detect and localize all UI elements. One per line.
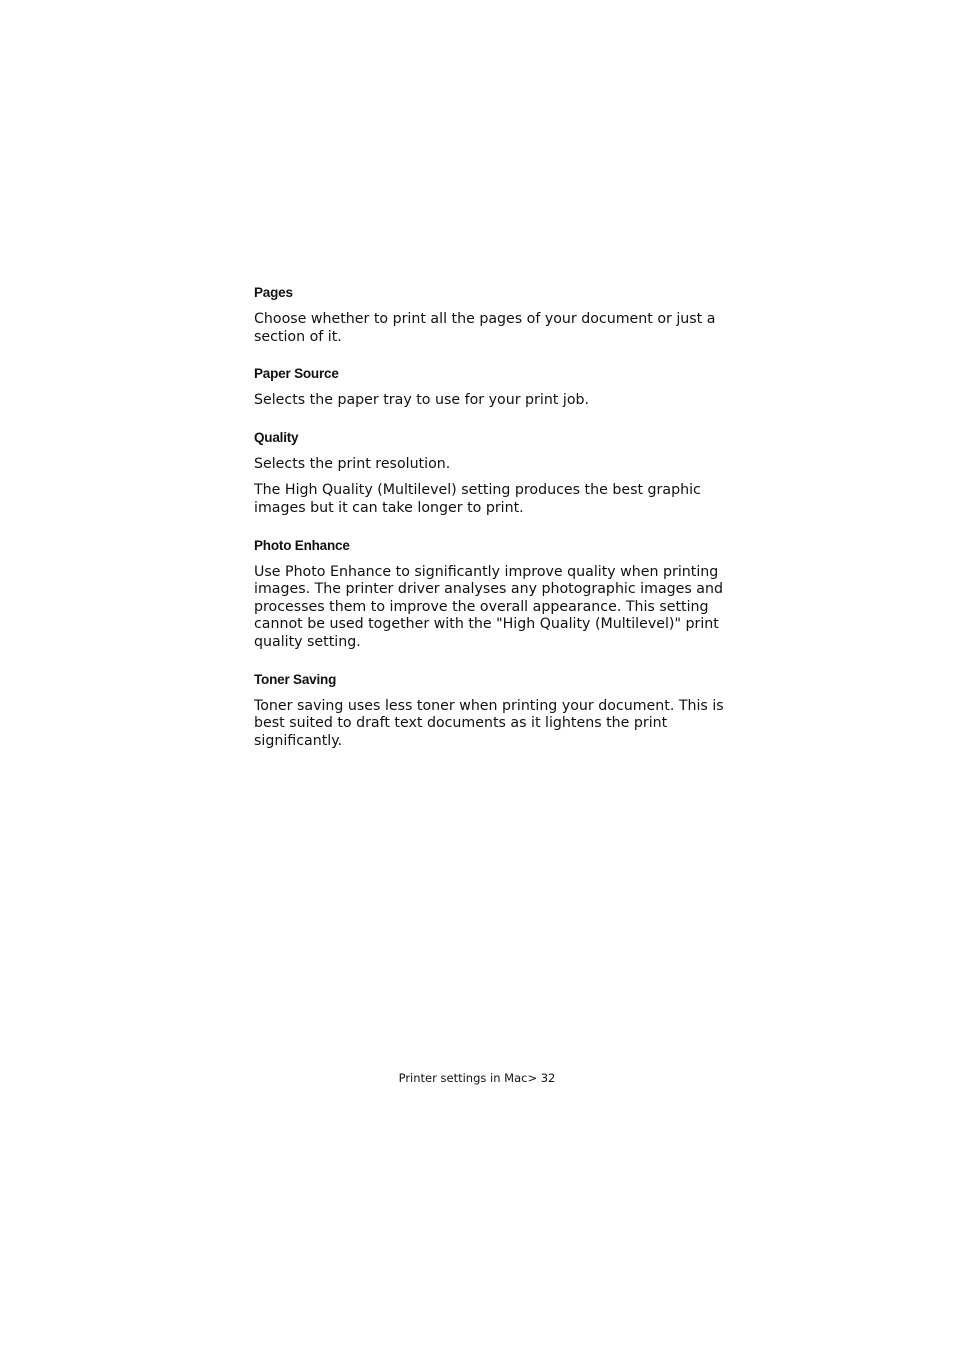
section-paragraph: Use Photo Enhance to significantly improve quality when printing images. The printer driver analyses any photographic images and processes them to improve the overall appearance. This setting cannot be used together with the "High Quality (Multilevel)" print quality setting. [254, 563, 723, 650]
section-paragraph: Selects the paper tray to use for your print job. [254, 392, 590, 409]
section-paragraph: Choose whether to print all the pages of your document or just a section of it. [254, 311, 716, 345]
section-quality [254, 429, 724, 518]
section-heading: Pages [254, 285, 293, 300]
section-paragraph: The High Quality (Multilevel) setting produces the best graphic images but it can take longer to print. [254, 482, 701, 516]
section-heading: Photo Enhance [254, 537, 350, 553]
section-paper-source [254, 365, 724, 410]
section-toner-saving [254, 671, 724, 751]
page-footer: Printer settings in Mac> 32 [398, 1071, 556, 1085]
document-body [254, 284, 724, 769]
section-pages [254, 284, 724, 346]
section-heading: Paper Source [254, 366, 339, 382]
section-heading: Toner Saving [254, 671, 337, 687]
section-heading: Quality [254, 429, 299, 445]
section-paragraph: Selects the print resolution. [254, 455, 451, 472]
section-photo-enhance [254, 537, 724, 652]
section-paragraph: Toner saving uses less toner when printing your document. This is best suited to draft text documents as it lightens the print significantly. [254, 697, 724, 749]
